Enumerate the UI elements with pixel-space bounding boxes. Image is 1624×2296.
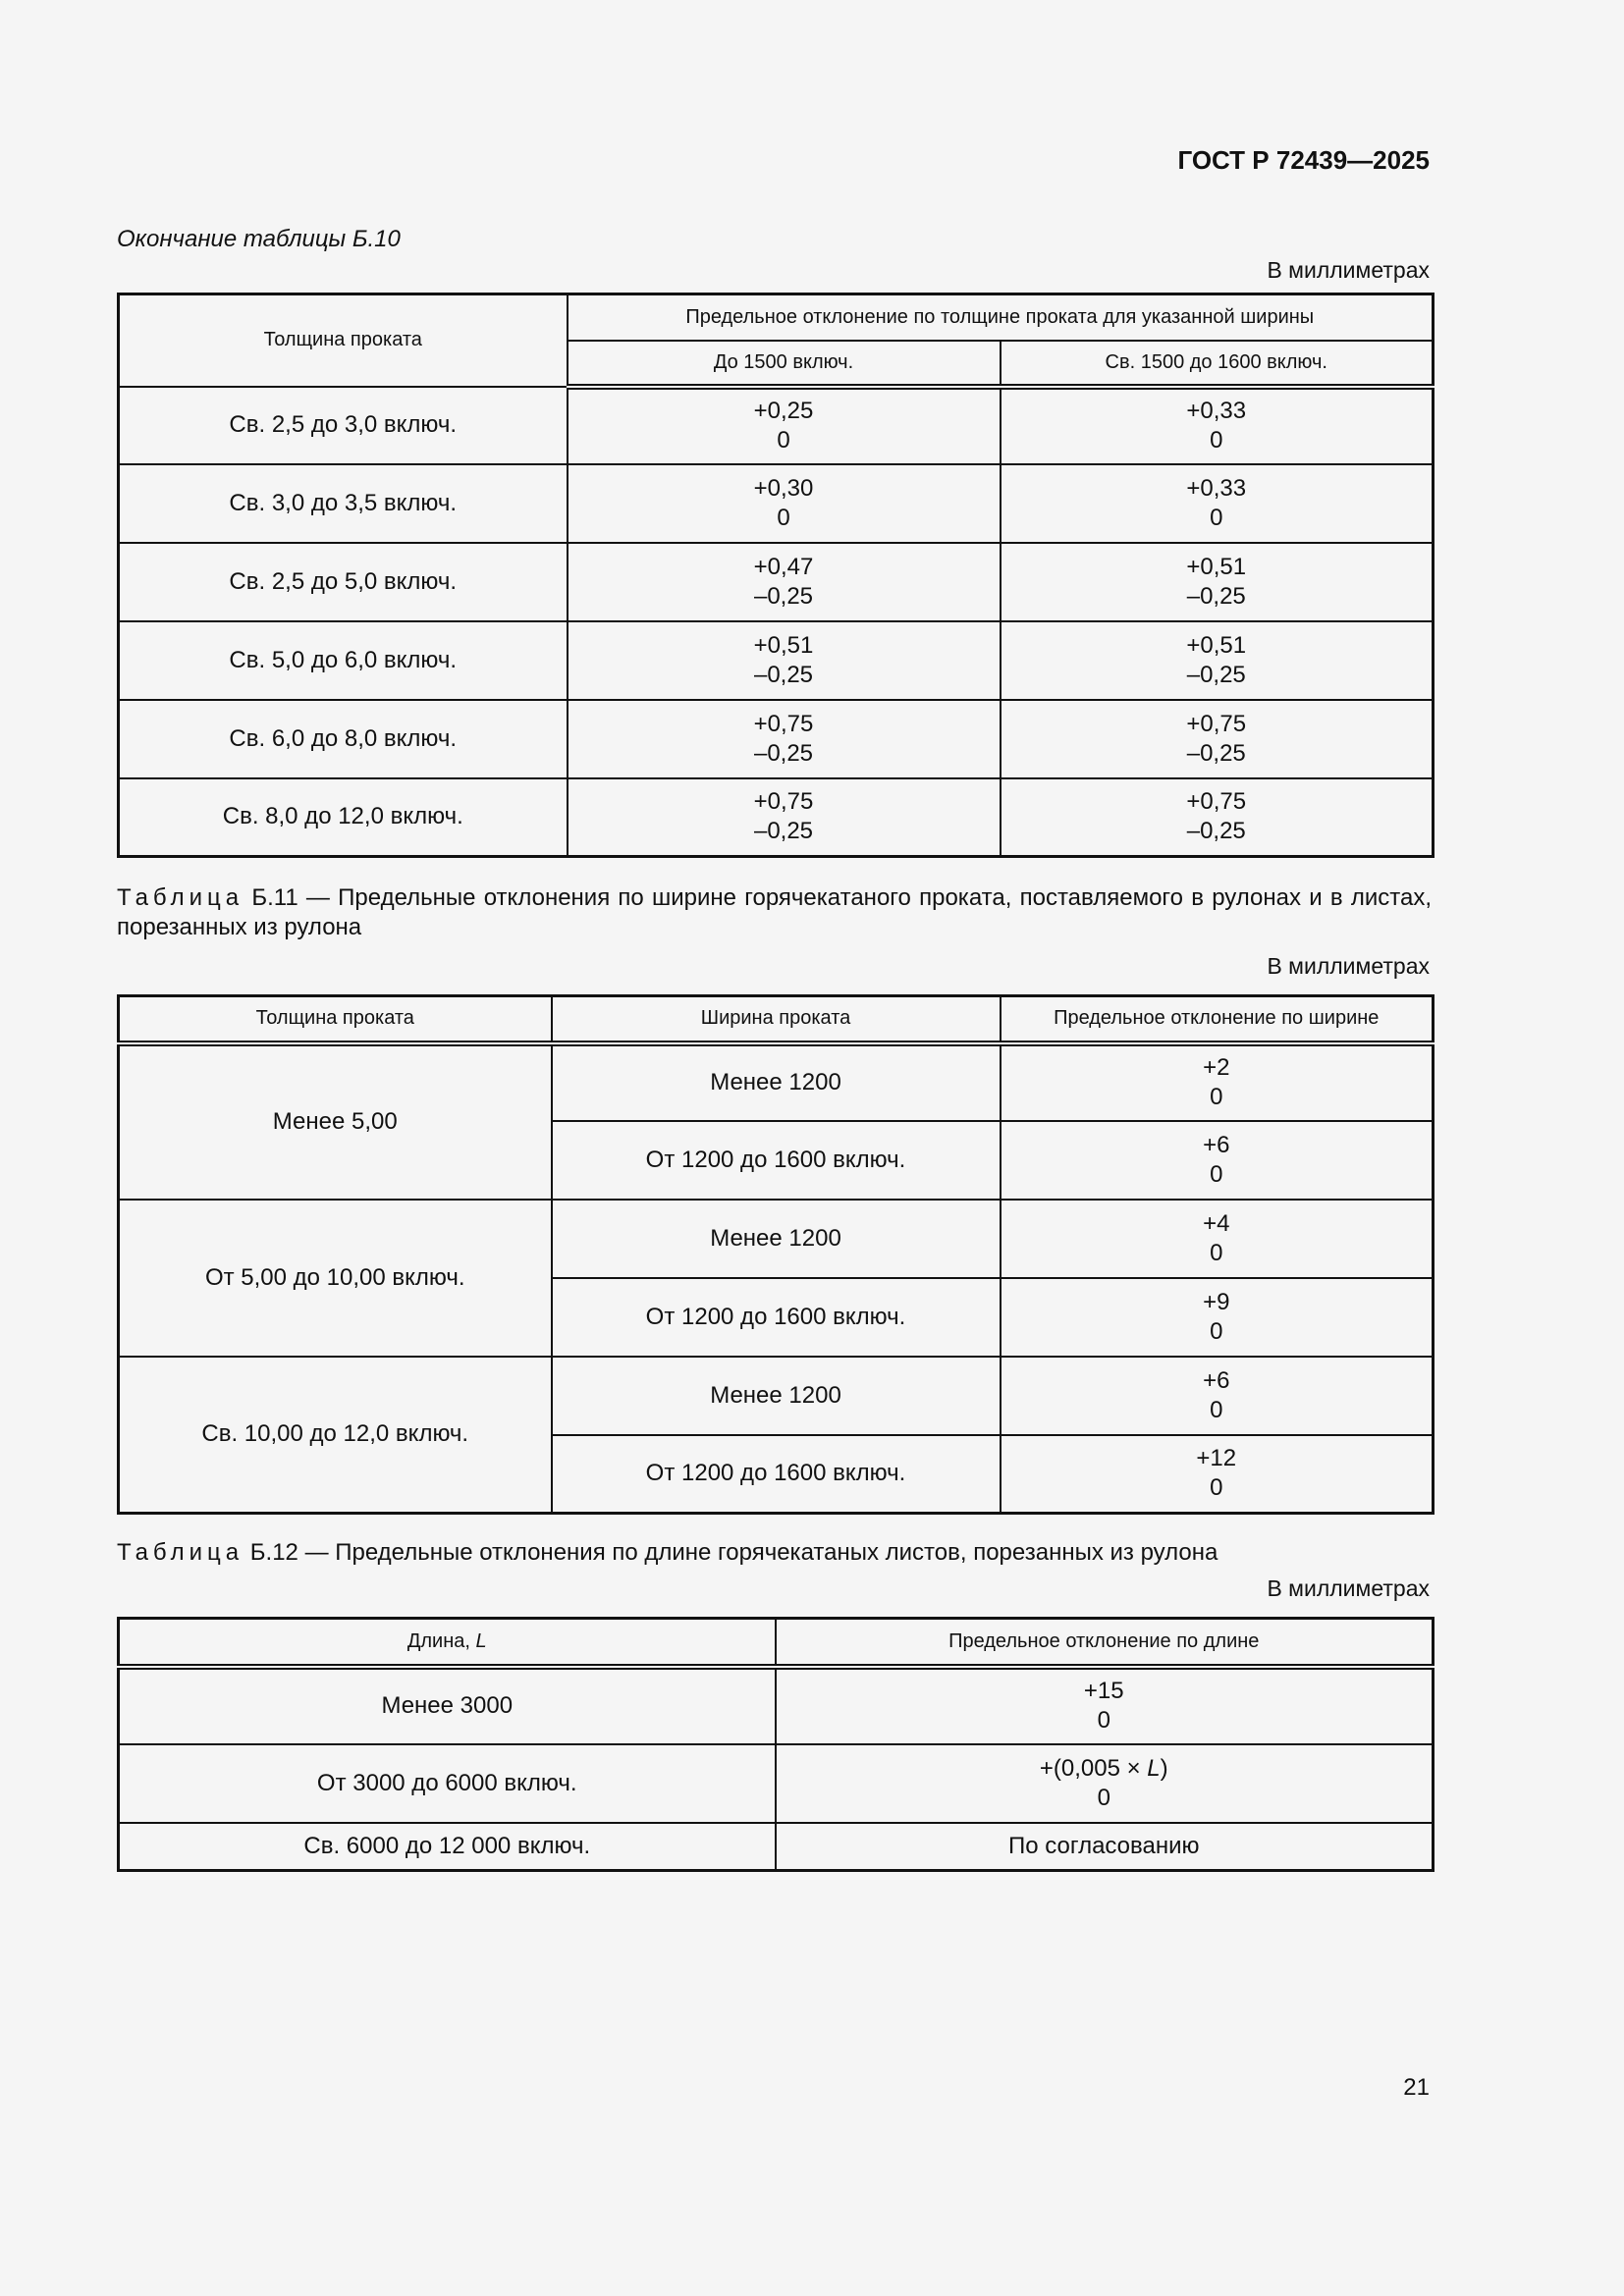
table-row <box>119 464 1434 543</box>
table-row <box>119 700 1434 778</box>
lower-value: –0,25 <box>753 582 814 610</box>
table-b10-header-thickness: Толщина проката <box>119 294 568 387</box>
lower-value: –0,25 <box>753 661 814 688</box>
table-cell-deviation <box>568 543 1001 621</box>
lower-value: 0 <box>1210 504 1223 531</box>
lower-value: –0,25 <box>1186 739 1246 767</box>
table-b11-units: В миллиметрах <box>1267 953 1430 979</box>
table-b12-header-deviation: Предельное отклонение по длине <box>776 1619 1434 1667</box>
table-cell-width: Менее 1200 <box>552 1200 1001 1278</box>
lower-value: –0,25 <box>753 739 814 767</box>
lower-value: 0 <box>1097 1784 1110 1811</box>
lower-value: 0 <box>777 504 790 531</box>
table-b11-caption <box>117 883 1432 942</box>
table-cell-deviation <box>1001 387 1434 464</box>
lower-value: 0 <box>1210 1239 1223 1266</box>
table-cell-deviation <box>1001 1435 1434 1514</box>
table-cell-thickness: Св. 6,0 до 8,0 включ. <box>119 700 568 778</box>
table-cell-width: Менее 1200 <box>552 1357 1001 1435</box>
table-cell-length: Менее 3000 <box>119 1667 776 1744</box>
upper-value: +0,33 <box>1186 398 1247 424</box>
upper-value: +0,75 <box>753 710 814 737</box>
table-cell-thickness: Св. 2,5 до 5,0 включ. <box>119 543 568 621</box>
upper-value: +6 <box>1203 1366 1230 1394</box>
document-code: ГОСТ Р 72439—2025 <box>1177 145 1430 175</box>
upper-value: +6 <box>1203 1131 1230 1158</box>
table-b10-subheader-width-1: До 1500 включ. <box>568 341 1001 387</box>
table-b12-header-length <box>119 1619 776 1667</box>
table-row <box>119 1043 1434 1121</box>
upper-value: +2 <box>1203 1054 1230 1081</box>
table-b11-header-width: Ширина проката <box>552 996 1001 1043</box>
upper-value <box>777 1754 1433 1784</box>
table-cell-deviation <box>1001 621 1434 700</box>
table-row <box>119 1200 1434 1278</box>
table-b10-subheader-width-2: Св. 1500 до 1600 включ. <box>1001 341 1434 387</box>
table-b11-header-deviation: Предельное отклонение по ширине <box>1001 996 1434 1043</box>
lower-value: –0,25 <box>1186 818 1246 845</box>
lower-value: 0 <box>1097 1707 1110 1734</box>
table-b11 <box>117 994 1435 1515</box>
table-cell-deviation <box>1001 778 1434 857</box>
upper-value: +15 <box>1083 1678 1124 1704</box>
table-row <box>119 1357 1434 1435</box>
table-cell-deviation <box>1001 1357 1434 1435</box>
table-cell-thickness: Св. 8,0 до 12,0 включ. <box>119 778 568 857</box>
table-cell-thickness: Св. 2,5 до 3,0 включ. <box>119 387 568 464</box>
lower-value: –0,25 <box>1186 582 1246 610</box>
upper-value: +9 <box>1203 1288 1230 1315</box>
upper-value: +0,51 <box>1186 631 1247 659</box>
table-row <box>119 1744 1434 1823</box>
table-cell-deviation <box>1001 464 1434 543</box>
table-cell-deviation <box>776 1744 1434 1823</box>
table-b12-caption-text: Б.12 — Предельные отклонения по длине горячекатаных листов, порезанных из рулона <box>249 1539 1218 1566</box>
lower-value: 0 <box>1210 1474 1223 1502</box>
table-b12-units: В миллиметрах <box>1267 1575 1430 1601</box>
table-row <box>119 1823 1434 1871</box>
table-b11-header-thickness: Толщина проката <box>119 996 552 1043</box>
table-b12-caption-label: Таблица <box>117 1539 244 1566</box>
table-cell-deviation <box>568 700 1001 778</box>
table-row <box>119 1667 1434 1744</box>
table-row <box>119 543 1434 621</box>
lower-value: 0 <box>1210 1317 1223 1345</box>
table-cell-thickness: Менее 5,00 <box>119 1043 552 1200</box>
upper-value-prefix: +(0,005 × <box>1039 1754 1148 1782</box>
table-b11-caption-text: Б.11 — Предельные отклонения по ширине горячекатаного проката, поставляемого в рулонах и в листах, порезанных из рулона <box>117 884 1433 940</box>
table-b12-header-length-prefix: Длина, <box>406 1629 476 1652</box>
table-cell-deviation <box>1001 1278 1434 1357</box>
upper-value: +0,75 <box>753 788 814 816</box>
table-cell-deviation <box>1001 1121 1434 1200</box>
table-b10-units: В миллиметрах <box>1267 257 1430 283</box>
table-cell-deviation <box>776 1667 1434 1744</box>
page-number: 21 <box>1403 2074 1430 2101</box>
upper-value: +0,51 <box>753 631 814 659</box>
lower-value: 0 <box>777 427 790 454</box>
table-cell-deviation <box>568 464 1001 543</box>
table-b12-caption <box>117 1538 1432 1568</box>
table-cell-deviation <box>568 778 1001 857</box>
table-cell-width: От 1200 до 1600 включ. <box>552 1121 1001 1200</box>
table-b12 <box>117 1617 1435 1872</box>
table-b10 <box>117 293 1435 858</box>
table-cell-deviation <box>568 387 1001 464</box>
table-cell-note: По согласованию <box>776 1823 1434 1871</box>
lower-value: 0 <box>1210 1396 1223 1423</box>
table-cell-deviation <box>568 621 1001 700</box>
lower-value: –0,25 <box>1186 661 1246 688</box>
table-cell-width: От 1200 до 1600 включ. <box>552 1278 1001 1357</box>
upper-value: +0,75 <box>1186 710 1247 737</box>
table-cell-thickness: От 5,00 до 10,00 включ. <box>119 1200 552 1357</box>
lower-value: 0 <box>1210 427 1223 454</box>
table-cell-deviation <box>1001 700 1434 778</box>
length-symbol: L <box>1147 1754 1161 1782</box>
upper-value: +0,30 <box>753 474 814 502</box>
table-cell-deviation <box>1001 1200 1434 1278</box>
upper-value: +0,25 <box>753 398 814 424</box>
table-cell-thickness: Св. 5,0 до 6,0 включ. <box>119 621 568 700</box>
table-cell-thickness: Св. 3,0 до 3,5 включ. <box>119 464 568 543</box>
table-row <box>119 387 1434 464</box>
table-row <box>119 778 1434 857</box>
upper-value: +0,51 <box>1186 553 1247 580</box>
upper-value: +0,33 <box>1186 474 1247 502</box>
table-cell-deviation <box>1001 1043 1434 1121</box>
table-b10-continuation-caption: Окончание таблицы Б.10 <box>117 226 401 252</box>
lower-value: 0 <box>1210 1084 1223 1110</box>
upper-value: +0,47 <box>753 553 814 580</box>
table-b11-caption-label: Таблица <box>117 884 244 911</box>
table-cell-width: Менее 1200 <box>552 1043 1001 1121</box>
table-cell-thickness: Св. 10,00 до 12,0 включ. <box>119 1357 552 1514</box>
table-row <box>119 621 1434 700</box>
table-cell-length: От 3000 до 6000 включ. <box>119 1744 776 1823</box>
upper-value: +4 <box>1203 1209 1230 1237</box>
table-cell-length: Св. 6000 до 12 000 включ. <box>119 1823 776 1871</box>
upper-value-suffix: ) <box>1160 1754 1168 1782</box>
lower-value: –0,25 <box>753 818 814 845</box>
table-cell-deviation <box>1001 543 1434 621</box>
upper-value: +12 <box>1196 1445 1237 1472</box>
upper-value: +0,75 <box>1186 788 1247 816</box>
table-b10-header-group: Предельное отклонение по толщине проката для указанной ширины <box>568 294 1434 341</box>
length-symbol: L <box>475 1629 487 1652</box>
lower-value: 0 <box>1210 1160 1223 1188</box>
table-cell-width: От 1200 до 1600 включ. <box>552 1435 1001 1514</box>
